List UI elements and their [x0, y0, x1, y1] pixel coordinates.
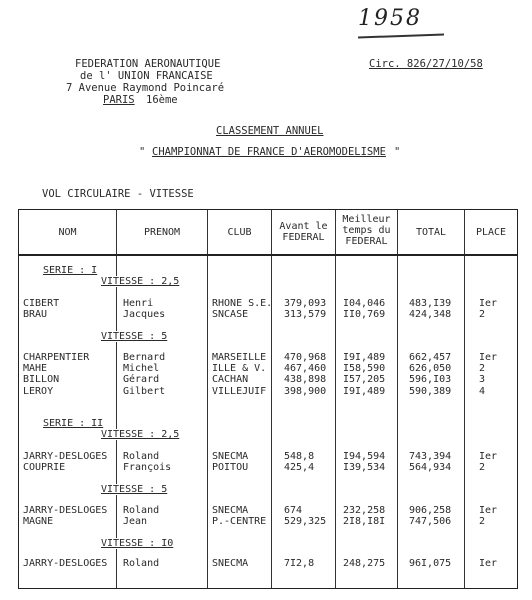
meilleur-cell: 248,275 [343, 558, 386, 569]
col-divider [207, 210, 208, 588]
club-cell: MARSEILLE ILLE & V. CACHAN VILLEJUIF [212, 352, 267, 397]
meilleur-cell: I04,046 II0,769 [343, 298, 386, 321]
place-cell: Ier 2 [479, 505, 498, 528]
header-club: CLUB [227, 227, 252, 238]
vitesse-heading: VITESSE : 5 [101, 331, 168, 342]
subtitle-open-quote: " [139, 146, 146, 158]
document-subtitle: CHAMPIONNAT DE FRANCE D'AEROMODELISME [152, 146, 386, 158]
meilleur-cell: 232,258 2I8,I8I [343, 505, 386, 528]
avant-cell: 7I2,8 [284, 558, 315, 569]
circular-reference: Circ. 826/27/10/58 [369, 58, 483, 70]
header-meilleur-temps: Meilleur temps du FEDERAL [342, 214, 391, 247]
letterhead-line3: 7 Avenue Raymond Poincaré [66, 82, 225, 94]
total-cell: 743,394 564,934 [409, 451, 452, 474]
place-cell: Ier 2 [479, 298, 498, 321]
col-divider [397, 210, 398, 588]
col-divider [464, 210, 465, 588]
total-cell: 662,457 626,050 596,I03 590,389 [409, 352, 452, 397]
header-total: TOTAL [415, 227, 447, 238]
total-cell: 96I,075 [409, 558, 452, 569]
nom-cell: CIBERT BRAU [23, 298, 60, 321]
place-cell: Ier [479, 558, 498, 569]
nom-cell: CHARPENTIER MAHE BILLON LEROY [23, 352, 90, 397]
avant-cell: 674 529,325 [284, 505, 327, 528]
avant-cell: 379,093 313,579 [284, 298, 327, 321]
subtitle-close-quote: " [394, 146, 401, 158]
results-table [18, 209, 518, 589]
avant-cell: 548,8 425,4 [284, 451, 315, 474]
serie-heading: SERIE : I [43, 265, 98, 276]
category-heading: VOL CIRCULAIRE - VITESSE [42, 188, 194, 200]
document-title: CLASSEMENT ANNUEL [216, 125, 324, 137]
meilleur-cell: I9I,489 I58,590 I57,205 I9I,489 [343, 352, 386, 397]
col-divider [116, 210, 117, 588]
header-avant-federal: Avant le FEDERAL [279, 221, 328, 243]
vitesse-heading: VITESSE : I0 [101, 538, 174, 549]
vitesse-heading: VITESSE : 5 [101, 484, 168, 495]
letterhead-line1: FEDERATION AERONAUTIQUE [75, 58, 221, 70]
prenom-cell: Roland François [123, 451, 172, 474]
avant-cell: 470,968 467,460 438,898 398,900 [284, 352, 327, 397]
handwritten-year: 1958 [358, 6, 422, 31]
year-underline [358, 33, 444, 38]
club-cell: SNECMA [212, 558, 249, 569]
prenom-cell: Roland [123, 558, 160, 569]
prenom-cell: Roland Jean [123, 505, 160, 528]
vitesse-heading: VITESSE : 2,5 [101, 429, 180, 440]
col-divider [335, 210, 336, 588]
header-prenom: PRENOM [143, 227, 181, 238]
meilleur-cell: I94,594 I39,534 [343, 451, 386, 474]
col-divider [271, 210, 272, 588]
header-rule [19, 254, 517, 256]
place-cell: Ier 2 3 4 [479, 352, 498, 397]
place-cell: Ier 2 [479, 451, 498, 474]
header-place: PLACE [475, 227, 507, 238]
total-cell: 483,I39 424,348 [409, 298, 452, 321]
letterhead-city: PARIS [103, 94, 135, 106]
header-nom: NOM [58, 227, 77, 238]
letterhead-arrondissement: 16ème [146, 94, 178, 106]
nom-cell: JARRY-DESLOGES MAGNE [23, 505, 108, 528]
club-cell: SNECMA P.-CENTRE [212, 505, 267, 528]
letterhead-line2: de l' UNION FRANCAISE [80, 70, 213, 82]
club-cell: RHONE S.E. SNCASE [212, 298, 273, 321]
serie-heading: SERIE : II [43, 418, 104, 429]
prenom-cell: Bernard Michel Gérard Gilbert [123, 352, 166, 397]
prenom-cell: Henri Jacques [123, 298, 166, 321]
vitesse-heading: VITESSE : 2,5 [101, 276, 180, 287]
nom-cell: JARRY-DESLOGES COUPRIE [23, 451, 108, 474]
nom-cell: JARRY-DESLOGES [23, 558, 108, 569]
club-cell: SNECMA POITOU [212, 451, 249, 474]
total-cell: 906,258 747,506 [409, 505, 452, 528]
